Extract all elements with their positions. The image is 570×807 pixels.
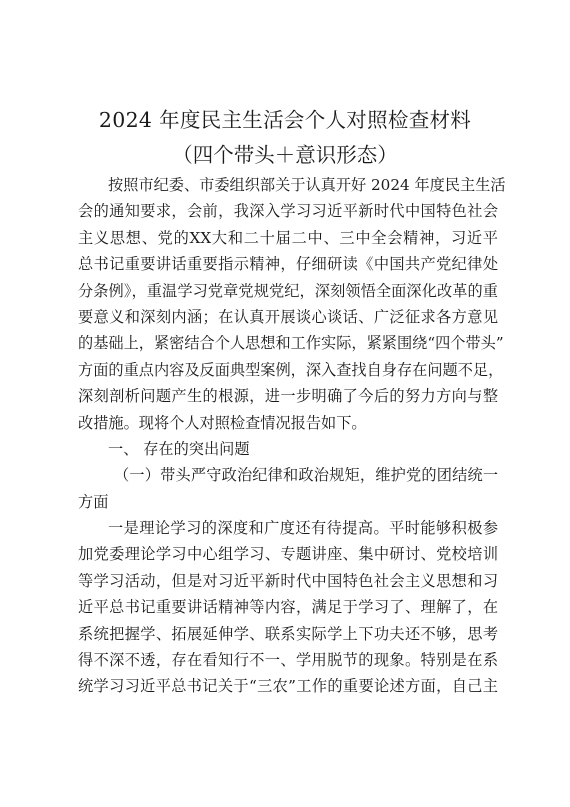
body-line: 一是理论学习的深度和广度还有待提高。平时能够积极参 [108, 519, 498, 538]
body-line: 得不深不透，存在看知行不一、学用脱节的现象。特别是在系 [78, 651, 498, 670]
document-subtitle: （四个带头＋意识形态） [172, 143, 398, 167]
document-title: 2024 年度民主生活会个人对照检查材料 [98, 108, 472, 132]
body-line: 改措施。现将个人对照检查情况报告如下。 [78, 413, 367, 432]
body-line: 近平总书记重要讲话精神等内容，满足于学习了、理解了，在 [78, 598, 498, 617]
body-line: 总书记重要讲话重要指示精神，仔细研读《中国共产党纪律处 [78, 255, 498, 274]
body-line: 统学习习近平总书记关于“三农”工作的重要论述方面，自己主 [78, 677, 498, 696]
subsection-heading: （一）带头严守政治纪律和政治规矩，维护党的团结统一 [114, 466, 498, 485]
body-line: 的基础上，紧密结合个人思想和工作实际，紧紧围绕“四个带头” [78, 334, 504, 353]
body-line: 分条例》，重温学习党章党规党纪，深刻领悟全面深化改革的重 [78, 281, 498, 300]
body-line: 要意义和深刻内涵；在认真开展谈心谈话、广泛征求各方意见 [78, 307, 498, 326]
body-line: 主义思想、党的XX大和二十届二中、三中全会精神，习近平 [78, 228, 498, 247]
section-heading: 一、 存在的突出问题 [108, 439, 250, 458]
body-line: 加党委理论学习中心组学习、专题讲座、集中研讨、党校培训 [78, 545, 498, 564]
subsection-heading-cont: 方面 [78, 492, 109, 511]
body-line: 方面的重点内容及反面典型案例，深入查找自身存在问题不足， [78, 360, 504, 379]
body-line: 会的通知要求，会前，我深入学习习近平新时代中国特色社会 [78, 202, 498, 221]
body-line: 按照市纪委、市委组织部关于认真开好 2024 年度民主生活 [108, 176, 506, 194]
document-body [78, 172, 506, 700]
body-line: 深刻剖析问题产生的根源，进一步明确了今后的努力方向与整 [78, 387, 498, 406]
body-line: 系统把握学、拓展延伸学、联系实际学上下功夫还不够，思考 [78, 624, 498, 643]
body-line: 等学习活动，但是对习近平新时代中国特色社会主义思想和习 [78, 571, 498, 590]
